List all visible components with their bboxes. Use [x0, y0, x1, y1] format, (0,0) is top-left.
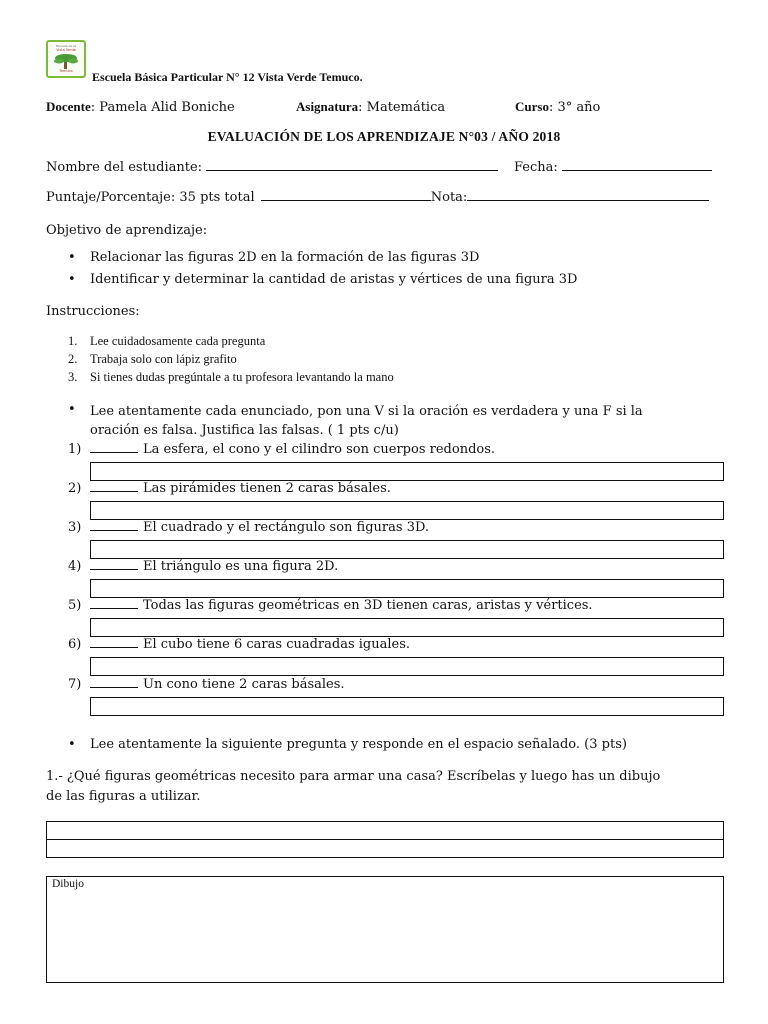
- instruccion-item: 2. Trabaja solo con lápiz grafito: [68, 352, 237, 366]
- asignatura-label: Asignatura: [296, 99, 359, 114]
- nota-field[interactable]: [467, 190, 709, 201]
- answer-line[interactable]: [46, 821, 724, 840]
- justify-box[interactable]: [90, 501, 724, 520]
- logo-text-city: Temuco: [59, 69, 73, 73]
- vf-answer-blank[interactable]: [90, 599, 138, 609]
- fecha-field[interactable]: [562, 160, 712, 171]
- tree-icon: [48, 52, 84, 70]
- dibujo-label: Dibujo: [52, 878, 84, 890]
- vf-question: 6) El cubo tiene 6 caras cuadradas iguales.: [68, 637, 411, 652]
- justify-box[interactable]: [90, 697, 724, 716]
- vf-question: 4) El triángulo es una figura 2D.: [68, 559, 339, 574]
- fecha-row: [514, 160, 712, 175]
- justify-box[interactable]: [90, 540, 724, 559]
- objetivo-item: • Identificar y determinar la cantidad de aristas y vértices de una figura 3D: [68, 271, 577, 293]
- logo-text-name: Vista Verde: [56, 48, 76, 52]
- vf-question: 3) El cuadrado y el rectángulo son figuras 3D.: [68, 520, 430, 535]
- justify-box[interactable]: [90, 657, 724, 676]
- part2-intro: • Lee atentamente la siguiente pregunta y responde en el espacio señalado. (3 pts): [68, 737, 627, 752]
- objetivo-label: Objetivo de aprendizaje:: [46, 223, 208, 238]
- fecha-label: Fecha:: [514, 160, 558, 175]
- school-logo: [46, 40, 86, 78]
- answer-line[interactable]: [46, 839, 724, 858]
- vf-question: 5) Todas las figuras geométricas en 3D tienen caras, aristas y vértices.: [68, 598, 593, 613]
- nombre-label: Nombre del estudiante:: [46, 160, 203, 175]
- justify-box[interactable]: [90, 462, 724, 481]
- drawing-box[interactable]: [46, 876, 724, 983]
- asignatura-value: : Matemática: [358, 100, 446, 115]
- objetivo-item: • Relacionar las figuras 2D en la formación de las figuras 3D: [68, 249, 577, 271]
- puntaje-field[interactable]: [261, 190, 431, 201]
- vf-question: 1) La esfera, el cono y el cilindro son cuerpos redondos.: [68, 442, 496, 457]
- objetivos-list: [68, 249, 577, 293]
- curso: [515, 99, 600, 115]
- vf-answer-blank[interactable]: [90, 560, 138, 570]
- question-1: [46, 767, 660, 807]
- justify-box[interactable]: [90, 618, 724, 637]
- vf-intro-line1: Lee atentamente cada enunciado, pon una V si la oración es verdadera y una F si la: [90, 404, 643, 419]
- instruccion-item: 3. Si tienes dudas pregúntale a tu profesora levantando la mano: [68, 370, 394, 384]
- curso-value: : 3° año: [548, 100, 601, 115]
- asignatura: [296, 99, 445, 115]
- vf-intro: • Lee atentamente cada enunciado, pon una V si la oración es verdadera y una F si la oración es falsa. Justifica las falsas. ( 1 pts c/u): [68, 402, 643, 438]
- nombre-field[interactable]: [206, 160, 498, 171]
- nota-label: Nota:: [430, 190, 468, 205]
- puntaje-row: [46, 190, 709, 205]
- docente-label: Docente: [46, 99, 91, 114]
- instrucciones-label: Instrucciones:: [46, 304, 140, 319]
- instrucciones-list: [68, 333, 394, 387]
- curso-label: Curso: [515, 99, 549, 114]
- instruccion-item: 1. Lee cuidadosamente cada pregunta: [68, 334, 266, 348]
- docente-value: : Pamela Alid Boniche: [90, 100, 235, 115]
- docente: [46, 99, 235, 115]
- vf-answer-blank[interactable]: [90, 443, 138, 453]
- question-1-line1: 1.- ¿Qué figuras geométricas necesito para armar una casa? Escríbelas y luego has un dibujo: [46, 769, 661, 784]
- page-title: EVALUACIÓN DE LOS APRENDIZAJE N°03 / AÑO 2018: [207, 129, 561, 144]
- vf-intro-line2: oración es falsa. Justifica las falsas. ( 1 pts c/u): [90, 423, 399, 438]
- puntaje-label: Puntaje/Porcentaje: 35 pts total: [46, 190, 255, 205]
- vf-answer-blank[interactable]: [90, 638, 138, 648]
- question-1-line2: de las figuras a utilizar.: [46, 789, 201, 804]
- vf-question: 7) Un cono tiene 2 caras básales.: [68, 677, 345, 692]
- nombre-row: [46, 160, 498, 175]
- logo-text-top: Escuela de la: [56, 44, 76, 48]
- school-name: Escuela Básica Particular N° 12 Vista Verde Temuco.: [92, 70, 363, 84]
- vf-question: 2) Las pirámides tienen 2 caras básales.: [68, 481, 391, 496]
- vf-answer-blank[interactable]: [90, 678, 138, 688]
- vf-answer-blank[interactable]: [90, 521, 138, 531]
- justify-box[interactable]: [90, 579, 724, 598]
- vf-answer-blank[interactable]: [90, 482, 138, 492]
